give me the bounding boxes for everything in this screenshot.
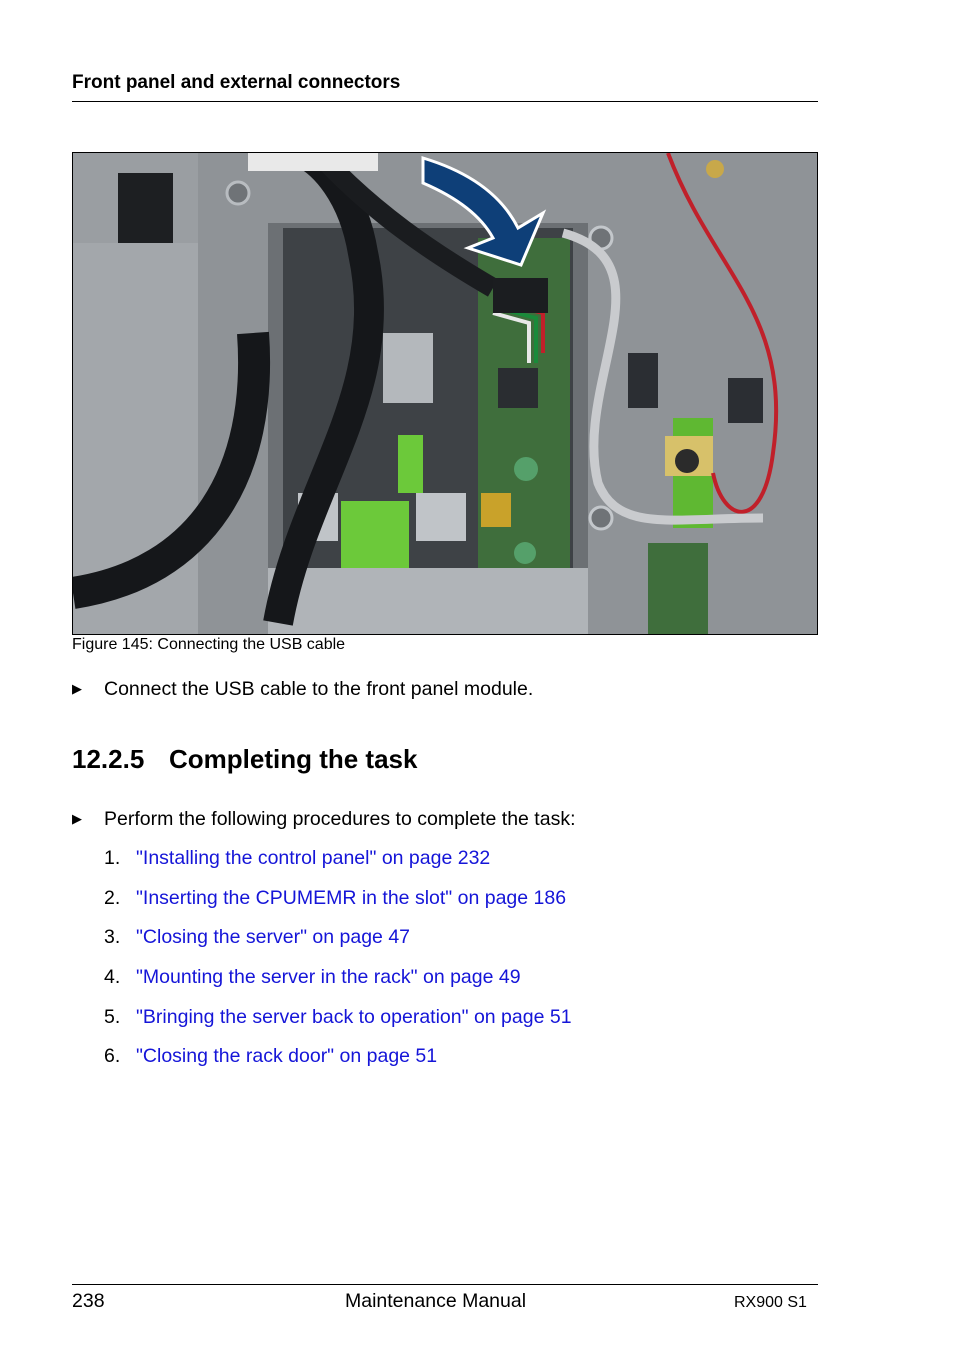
list-item xyxy=(104,887,572,927)
section-title: Completing the task xyxy=(169,744,418,774)
list-index: 1. xyxy=(104,847,121,869)
list-index: 3. xyxy=(104,926,121,949)
bullet-triangle-icon: ▶ xyxy=(72,681,82,696)
header-rule xyxy=(72,101,818,102)
model-name: RX900 S1 xyxy=(734,1294,807,1311)
list-index: 5. xyxy=(104,1005,121,1028)
section-number: 12.2.5 xyxy=(72,744,145,774)
list-item xyxy=(104,926,572,966)
procedure-link[interactable]: "Mounting the server in the rack" on page 49 xyxy=(136,966,521,989)
figure-caption: Figure 145: Connecting the USB cable xyxy=(72,636,346,653)
bullet-triangle-icon: ▶ xyxy=(72,811,82,826)
list-index: 4. xyxy=(104,966,121,989)
procedure-link[interactable]: "Closing the server" on page 47 xyxy=(136,926,411,949)
intro-text: Perform the following procedures to complete the task: xyxy=(104,808,576,830)
usb-connector-icon xyxy=(493,278,548,313)
procedure-link[interactable]: "Closing the rack door" on page 51 xyxy=(136,1045,438,1068)
procedure-list xyxy=(104,847,572,1085)
running-header: Front panel and external connectors xyxy=(72,72,401,93)
manual-title: Maintenance Manual xyxy=(345,1290,527,1312)
procedure-link[interactable]: "Inserting the CPUMEMR in the slot" on page 186 xyxy=(136,886,567,909)
list-index: 6. xyxy=(104,1045,121,1068)
footer-rule xyxy=(72,1284,818,1285)
procedure-link[interactable]: "Bringing the server back to operation" on page 51 xyxy=(136,1005,572,1028)
list-item xyxy=(104,1045,572,1085)
intro-step xyxy=(72,808,576,831)
list-item xyxy=(104,1006,572,1046)
instruction-step xyxy=(72,678,533,701)
section-heading xyxy=(72,744,417,775)
instruction-text: Connect the USB cable to the front panel module. xyxy=(104,678,534,700)
list-index: 2. xyxy=(104,886,121,909)
page-number: 238 xyxy=(72,1290,105,1312)
list-item xyxy=(104,847,572,887)
figure-photo xyxy=(72,152,818,635)
list-item xyxy=(104,966,572,1006)
procedure-link[interactable]: "Installing the control panel" on page 232 xyxy=(136,847,491,869)
